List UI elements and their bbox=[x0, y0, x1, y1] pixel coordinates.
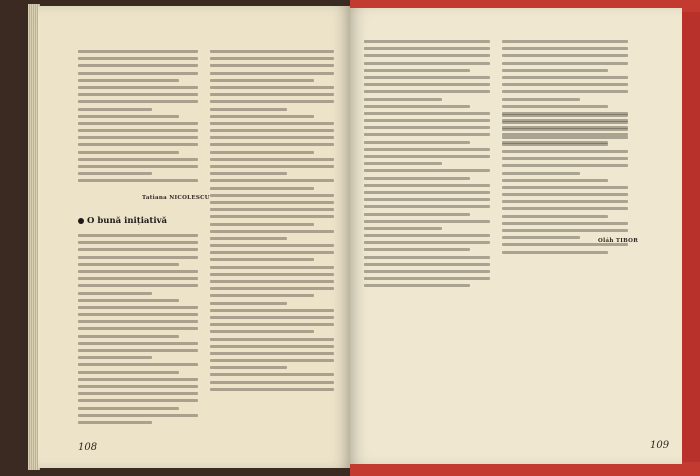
text-line-placeholder bbox=[78, 256, 198, 259]
text-line-placeholder bbox=[78, 241, 198, 244]
text-line-placeholder bbox=[78, 93, 198, 96]
text-line-placeholder bbox=[364, 119, 490, 122]
text-line-placeholder bbox=[210, 122, 334, 125]
text-line-placeholder bbox=[210, 108, 287, 111]
text-line-placeholder bbox=[78, 50, 198, 53]
text-line-placeholder bbox=[364, 184, 490, 187]
text-line-placeholder bbox=[78, 151, 179, 154]
text-line-placeholder bbox=[78, 115, 179, 118]
text-line-placeholder bbox=[78, 342, 198, 345]
text-line-placeholder bbox=[210, 316, 334, 319]
text-line-placeholder bbox=[210, 143, 334, 146]
text-line-placeholder bbox=[364, 105, 470, 108]
text-line-placeholder bbox=[210, 100, 334, 103]
text-line-placeholder bbox=[364, 284, 470, 287]
right-page-column-2-lower bbox=[502, 114, 628, 258]
text-line-placeholder bbox=[210, 57, 334, 60]
text-line-placeholder bbox=[502, 121, 628, 124]
text-line-placeholder bbox=[210, 287, 334, 290]
text-line-placeholder bbox=[364, 256, 490, 259]
right-page-signature: Oláh TIBOR bbox=[598, 238, 639, 244]
text-line-placeholder bbox=[364, 54, 490, 57]
text-line-placeholder bbox=[364, 213, 470, 216]
section-bullet-icon bbox=[78, 218, 84, 224]
text-line-placeholder bbox=[210, 50, 334, 53]
text-line-placeholder bbox=[78, 108, 152, 111]
text-line-placeholder bbox=[502, 40, 628, 43]
left-page-signature: Tatiana NICOLESCU bbox=[142, 195, 210, 201]
text-line-placeholder bbox=[502, 98, 580, 101]
text-line-placeholder bbox=[502, 62, 628, 65]
text-line-placeholder bbox=[364, 177, 470, 180]
text-line-placeholder bbox=[210, 273, 334, 276]
text-line-placeholder bbox=[364, 40, 490, 43]
left-page-section-heading bbox=[78, 216, 167, 226]
text-line-placeholder bbox=[364, 133, 490, 136]
text-line-placeholder bbox=[364, 220, 490, 223]
text-line-placeholder bbox=[210, 388, 334, 391]
text-line-placeholder bbox=[210, 115, 314, 118]
left-page bbox=[38, 6, 350, 468]
left-page-column-1-top bbox=[78, 50, 198, 187]
text-line-placeholder bbox=[210, 179, 334, 182]
text-line-placeholder bbox=[364, 277, 490, 280]
text-line-placeholder bbox=[210, 93, 334, 96]
text-line-placeholder bbox=[78, 100, 198, 103]
text-line-placeholder bbox=[78, 349, 198, 352]
book-cover-bottom bbox=[350, 462, 700, 476]
text-line-placeholder bbox=[502, 105, 608, 108]
text-line-placeholder bbox=[210, 359, 334, 362]
book-cover-edge bbox=[680, 0, 700, 476]
right-page-column-1 bbox=[364, 40, 490, 292]
text-line-placeholder bbox=[210, 294, 314, 297]
text-line-placeholder bbox=[364, 126, 490, 129]
text-line-placeholder bbox=[78, 421, 152, 424]
text-line-placeholder bbox=[364, 69, 470, 72]
text-line-placeholder bbox=[364, 76, 490, 79]
text-line-placeholder bbox=[78, 363, 198, 366]
text-line-placeholder bbox=[78, 306, 198, 309]
text-line-placeholder bbox=[210, 86, 334, 89]
text-line-placeholder bbox=[364, 198, 490, 201]
text-line-placeholder bbox=[78, 248, 198, 251]
text-line-placeholder bbox=[210, 79, 314, 82]
text-line-placeholder bbox=[364, 227, 442, 230]
text-line-placeholder bbox=[210, 64, 334, 67]
text-line-placeholder bbox=[364, 62, 490, 65]
text-line-placeholder bbox=[364, 90, 490, 93]
text-line-placeholder bbox=[78, 158, 198, 161]
text-line-placeholder bbox=[502, 186, 628, 189]
text-line-placeholder bbox=[502, 222, 628, 225]
text-line-placeholder bbox=[210, 345, 334, 348]
text-line-placeholder bbox=[210, 158, 334, 161]
text-line-placeholder bbox=[210, 208, 334, 211]
text-line-placeholder bbox=[502, 172, 580, 175]
text-line-placeholder bbox=[502, 114, 628, 117]
section-heading-text: O bună inițiativă bbox=[87, 216, 168, 226]
text-line-placeholder bbox=[78, 165, 198, 168]
text-line-placeholder bbox=[210, 366, 287, 369]
text-line-placeholder bbox=[210, 323, 334, 326]
text-line-placeholder bbox=[502, 90, 628, 93]
text-line-placeholder bbox=[210, 165, 334, 168]
text-line-placeholder bbox=[78, 356, 152, 359]
text-line-placeholder bbox=[210, 223, 314, 226]
text-line-placeholder bbox=[502, 157, 628, 160]
text-line-placeholder bbox=[502, 164, 628, 167]
text-line-placeholder bbox=[78, 234, 198, 237]
text-line-placeholder bbox=[78, 270, 198, 273]
text-line-placeholder bbox=[502, 54, 628, 57]
text-line-placeholder bbox=[78, 263, 179, 266]
text-line-placeholder bbox=[78, 299, 179, 302]
text-line-placeholder bbox=[78, 136, 198, 139]
right-page bbox=[350, 8, 682, 464]
text-line-placeholder bbox=[210, 72, 334, 75]
text-line-placeholder bbox=[78, 378, 198, 381]
text-line-placeholder bbox=[78, 371, 179, 374]
text-line-placeholder bbox=[502, 136, 628, 139]
left-page-column-1-bottom bbox=[78, 234, 198, 428]
text-line-placeholder bbox=[210, 373, 334, 376]
text-line-placeholder bbox=[78, 122, 198, 125]
text-line-placeholder bbox=[78, 86, 198, 89]
text-line-placeholder bbox=[78, 129, 198, 132]
text-line-placeholder bbox=[364, 270, 490, 273]
text-line-placeholder bbox=[502, 236, 580, 239]
text-line-placeholder bbox=[364, 263, 490, 266]
left-page-number: 108 bbox=[78, 442, 98, 453]
text-line-placeholder bbox=[364, 162, 442, 165]
text-line-placeholder bbox=[78, 313, 198, 316]
text-line-placeholder bbox=[364, 112, 490, 115]
text-line-placeholder bbox=[210, 129, 334, 132]
text-line-placeholder bbox=[78, 143, 198, 146]
right-page-number: 109 bbox=[650, 440, 670, 451]
text-line-placeholder bbox=[78, 57, 198, 60]
text-line-placeholder bbox=[364, 234, 490, 237]
text-line-placeholder bbox=[502, 179, 608, 182]
text-line-placeholder bbox=[210, 381, 334, 384]
text-line-placeholder bbox=[502, 207, 628, 210]
text-line-placeholder bbox=[502, 76, 628, 79]
text-line-placeholder bbox=[78, 179, 198, 182]
text-line-placeholder bbox=[78, 172, 152, 175]
text-line-placeholder bbox=[210, 302, 287, 305]
text-line-placeholder bbox=[78, 292, 152, 295]
text-line-placeholder bbox=[78, 399, 198, 402]
text-line-placeholder bbox=[210, 258, 314, 261]
text-line-placeholder bbox=[78, 320, 198, 323]
text-line-placeholder bbox=[210, 266, 334, 269]
text-line-placeholder bbox=[210, 330, 314, 333]
text-line-placeholder bbox=[502, 251, 608, 254]
text-line-placeholder bbox=[364, 248, 470, 251]
text-line-placeholder bbox=[502, 83, 628, 86]
text-line-placeholder bbox=[364, 148, 490, 151]
text-line-placeholder bbox=[210, 244, 334, 247]
text-line-placeholder bbox=[210, 172, 287, 175]
text-line-placeholder bbox=[364, 205, 490, 208]
text-line-placeholder bbox=[210, 280, 334, 283]
text-line-placeholder bbox=[210, 201, 334, 204]
text-line-placeholder bbox=[210, 251, 334, 254]
text-line-placeholder bbox=[210, 352, 334, 355]
text-line-placeholder bbox=[78, 335, 179, 338]
text-line-placeholder bbox=[502, 193, 628, 196]
text-line-placeholder bbox=[502, 128, 628, 131]
text-line-placeholder bbox=[210, 309, 334, 312]
text-line-placeholder bbox=[78, 327, 198, 330]
text-line-placeholder bbox=[78, 392, 198, 395]
text-line-placeholder bbox=[78, 72, 198, 75]
text-line-placeholder bbox=[210, 194, 334, 197]
text-line-placeholder bbox=[364, 241, 490, 244]
text-line-placeholder bbox=[364, 83, 490, 86]
text-line-placeholder bbox=[502, 69, 608, 72]
text-line-placeholder bbox=[502, 229, 628, 232]
text-line-placeholder bbox=[210, 237, 287, 240]
text-line-placeholder bbox=[78, 277, 198, 280]
text-line-placeholder bbox=[78, 385, 198, 388]
text-line-placeholder bbox=[364, 155, 490, 158]
text-line-placeholder bbox=[210, 187, 314, 190]
text-line-placeholder bbox=[502, 200, 628, 203]
left-page-column-2 bbox=[210, 50, 334, 395]
text-line-placeholder bbox=[78, 414, 198, 417]
text-line-placeholder bbox=[502, 150, 628, 153]
text-line-placeholder bbox=[210, 136, 334, 139]
text-line-placeholder bbox=[78, 79, 179, 82]
text-line-placeholder bbox=[210, 215, 334, 218]
text-line-placeholder bbox=[210, 230, 334, 233]
text-line-placeholder bbox=[210, 151, 314, 154]
text-line-placeholder bbox=[364, 47, 490, 50]
text-line-placeholder bbox=[502, 215, 608, 218]
text-line-placeholder bbox=[364, 169, 490, 172]
text-line-placeholder bbox=[364, 98, 442, 101]
text-line-placeholder bbox=[364, 191, 490, 194]
text-line-placeholder bbox=[78, 284, 198, 287]
text-line-placeholder bbox=[364, 141, 470, 144]
text-line-placeholder bbox=[502, 143, 608, 146]
text-line-placeholder bbox=[502, 47, 628, 50]
text-line-placeholder bbox=[78, 407, 179, 410]
text-line-placeholder bbox=[78, 64, 198, 67]
text-line-placeholder bbox=[210, 338, 334, 341]
